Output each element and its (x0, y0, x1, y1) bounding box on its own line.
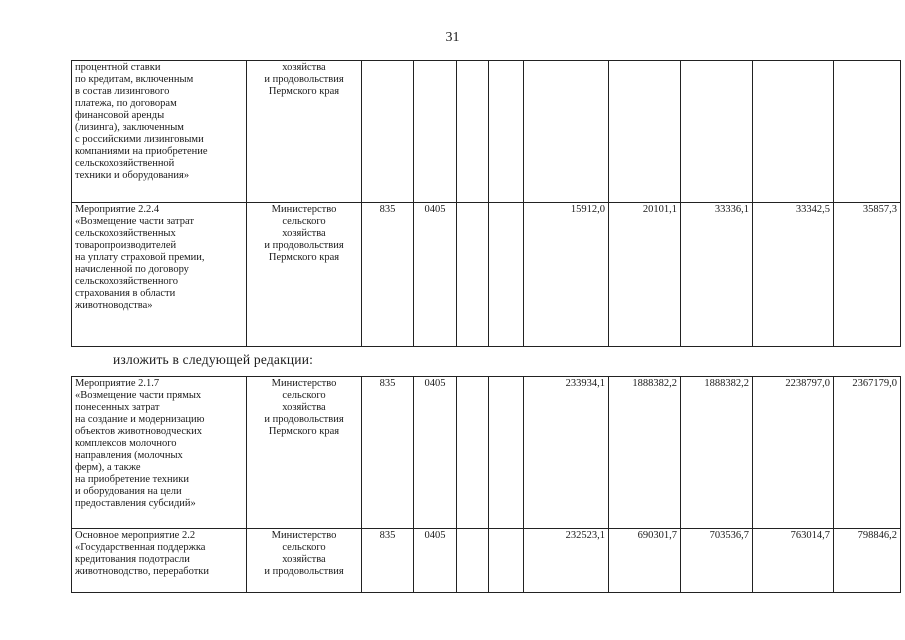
value-year-2: 690301,7 (609, 529, 681, 593)
value-year-4 (753, 61, 834, 203)
value-year-4: 763014,7 (753, 529, 834, 593)
value-year-1: 232523,1 (524, 529, 609, 593)
value-year-5: 798846,2 (834, 529, 901, 593)
section-code: 0405 (414, 529, 457, 593)
value-year-2 (609, 61, 681, 203)
value-year-5 (834, 61, 901, 203)
value-year-4: 2238797,0 (753, 377, 834, 529)
table-row (72, 377, 901, 529)
gov-code (362, 61, 414, 203)
value-year-1: 15912,0 (524, 203, 609, 347)
section-code: 0405 (414, 203, 457, 347)
gov-code: 835 (362, 377, 414, 529)
expense-code (489, 377, 524, 529)
budget-table-new-edition (71, 376, 901, 593)
target-code (457, 203, 489, 347)
target-code (457, 377, 489, 529)
value-year-3: 33336,1 (681, 203, 753, 347)
measure-description: процентной ставки по кредитам, включенным в состав лизингового платежа, по договорам финансовой аренды (лизинга), заключенным с российскими лизинговыми компаниями на приобретение сельскохозяйственной техники и оборудования» (72, 61, 247, 203)
table-row (72, 529, 901, 593)
table-row (72, 61, 901, 203)
value-year-1: 233934,1 (524, 377, 609, 529)
gov-code: 835 (362, 529, 414, 593)
value-year-3 (681, 61, 753, 203)
value-year-2: 1888382,2 (609, 377, 681, 529)
value-year-3: 1888382,2 (681, 377, 753, 529)
gov-code: 835 (362, 203, 414, 347)
budget-table-continued (71, 60, 901, 347)
measure-description: Мероприятие 2.2.4 «Возмещение части затрат сельскохозяйственных товаропроизводителей на уплату страховой премии, начисленной по договору сельскохозяйственного страхования в области животноводства» (72, 203, 247, 347)
section-code: 0405 (414, 377, 457, 529)
expense-code (489, 529, 524, 593)
target-code (457, 529, 489, 593)
value-year-1 (524, 61, 609, 203)
value-year-3: 703536,7 (681, 529, 753, 593)
expense-code (489, 61, 524, 203)
value-year-5: 2367179,0 (834, 377, 901, 529)
responsible-executor: Министерство сельского хозяйства и продовольствия Пермского края (247, 377, 362, 529)
measure-description: Основное мероприятие 2.2 «Государственная поддержка кредитования подотрасли животноводство, переработки (72, 529, 247, 593)
page-number: 31 (445, 30, 460, 45)
responsible-executor: хозяйства и продовольствия Пермского края (247, 61, 362, 203)
section-code (414, 61, 457, 203)
target-code (457, 61, 489, 203)
expense-code (489, 203, 524, 347)
responsible-executor: Министерство сельского хозяйства и продовольствия Пермского края (247, 203, 362, 347)
value-year-4: 33342,5 (753, 203, 834, 347)
amendment-instruction: изложить в следующей редакции: (113, 352, 314, 367)
responsible-executor: Министерство сельского хозяйства и продовольствия (247, 529, 362, 593)
measure-description: Мероприятие 2.1.7 «Возмещение части прямых понесенных затрат на создание и модернизацию объектов животноводческих комплексов молочного направления (молочных ферм), а также на приобретение техники и оборудования на цели предоставления субсидий» (72, 377, 247, 529)
table-row (72, 203, 901, 347)
value-year-2: 20101,1 (609, 203, 681, 347)
value-year-5: 35857,3 (834, 203, 901, 347)
